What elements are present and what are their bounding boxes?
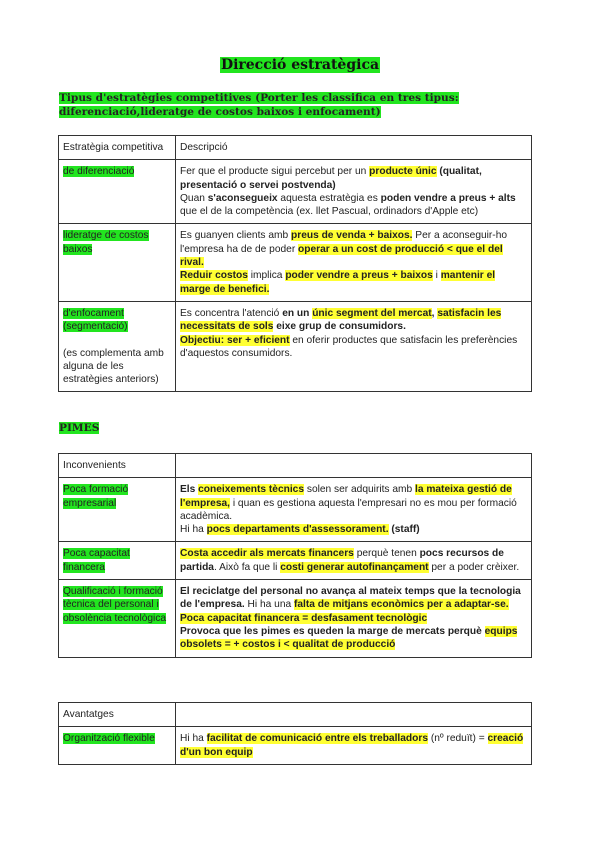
row-label: lideratge de costos baixos [63, 230, 149, 255]
bold-span: s'aconsegueix [207, 192, 278, 204]
text-span: perquè tenen [353, 548, 420, 560]
header-cell: Avantatges [59, 703, 176, 727]
row-label-cell [59, 160, 176, 224]
row-description [176, 542, 532, 580]
text-span: en oferir productes que satisfacin les preferències d'aquestos consumidors. [180, 334, 518, 359]
text-span: Quan [180, 192, 208, 204]
row-description [176, 580, 532, 657]
highlight-span: preus de venda + baixos. [291, 230, 413, 242]
highlight-span: coneixements tècnics [198, 484, 305, 496]
text-span: que el de la competència (ex. llet Pascual, ordinadors d'Apple etc) [180, 206, 479, 218]
highlight-span: Objectiu: ser + eficient [180, 334, 290, 346]
row-label: Organització flexible [63, 733, 155, 745]
table-row [59, 224, 532, 301]
table-header-row [59, 454, 532, 478]
bold-span: Provoca que les pimes es queden la marge de mercats perquè [180, 625, 485, 637]
highlight-span: falta de mitjans econòmics per a adaptar-se. [294, 599, 509, 611]
row-label-cell [59, 727, 176, 765]
page-title-text: Direcció estratègica [220, 57, 380, 73]
highlight-span: Costa accedir als mercats financers [180, 548, 354, 560]
text-span: implica [247, 270, 286, 282]
row-label-cell [59, 224, 176, 301]
bold-span: poden vendre a preus + alts [380, 192, 516, 204]
header-cell-empty [176, 454, 532, 478]
table-row [59, 542, 532, 580]
highlight-span: creació d'un bon equip [180, 733, 524, 758]
row-note: (es complementa amb alguna de les estratègies anteriors) [63, 347, 164, 386]
table-row [59, 160, 532, 224]
header-cell-empty [176, 703, 532, 727]
header-cell: Estratègia competitiva [59, 136, 176, 160]
strategies-subtitle [59, 91, 499, 119]
text-span: Hi ha [180, 524, 207, 536]
row-description [176, 301, 532, 391]
subtitle-text: Tipus d'estratègies competitives (Porter les classifica en tres tipus: diferenciació,lideratge de costos baixos i enfocament) [59, 92, 459, 118]
avantatges-table [58, 702, 532, 765]
row-description [176, 478, 532, 542]
strategies-table [58, 135, 532, 392]
highlight-span: poder vendre a preus + baixos [285, 270, 433, 282]
bold-span: (staff) [388, 524, 420, 536]
highlight-span: costi generar autofinançament [280, 561, 429, 573]
text-span: solen ser adquirits amb [304, 484, 415, 496]
header-cell: Descripció [176, 136, 532, 160]
row-label-cell [59, 580, 176, 657]
pimes-heading-text: PIMES [59, 422, 100, 434]
text-span: Es concentra l'atenció [180, 307, 283, 319]
highlight-span: equips obsolets = + costos i < qualitat de producció [180, 625, 518, 651]
table-row [59, 478, 532, 542]
row-label: d'enfocament (segmentació) [63, 307, 128, 333]
bold-span: Els [180, 484, 199, 496]
row-description [176, 224, 532, 301]
bold-span: pocs recursos de partida [180, 548, 504, 573]
table-row [59, 301, 532, 391]
table-row [59, 727, 532, 765]
highlight-span: la mateixa gestió de l'empresa, [180, 484, 512, 509]
inconvenients-table [58, 453, 532, 658]
table-header-row [59, 703, 532, 727]
row-label-cell [59, 478, 176, 542]
text-span: Hi ha una [244, 599, 294, 611]
text-span: i [432, 270, 441, 282]
text-span: . Això fa que li [213, 561, 281, 573]
row-label: de diferenciació [63, 166, 135, 178]
highlight-span: producte únic [369, 166, 437, 178]
row-label: Poca formació empresarial [63, 484, 129, 509]
text-span: Hi ha [180, 733, 207, 745]
highlight-span: satisfacin les necessitats de sols [180, 307, 502, 333]
bold-span: El reciclatge del personal no avança al mateix temps que la tecnologia de l'empresa. [180, 586, 521, 611]
highlight-span: pocs departaments d'assessorament. [206, 524, 389, 536]
text-span: Per a aconseguir-ho l'empresa ha de de poder [180, 230, 508, 255]
text-span: aquesta estratègia es [277, 192, 381, 204]
text-span: Fer que el producte sigui percebut per un [180, 166, 370, 178]
row-label-cell [59, 542, 176, 580]
row-description [176, 160, 532, 224]
highlight-span: únic segment del mercat [312, 307, 432, 319]
text-span: (nº reduït) = [428, 733, 488, 745]
bold-span: en un [282, 307, 313, 319]
bold-span: eixe grup de consumidors. [273, 321, 406, 333]
highlight-span: mantenir el marge de benefici. [180, 270, 496, 295]
page-title [0, 57, 600, 73]
bold-span: , [431, 307, 438, 319]
table-header-row [59, 136, 532, 160]
row-label: Qualificació i formació tècnica del personal i obsolència tecnològica [63, 586, 167, 624]
row-label-cell [59, 301, 176, 391]
highlight-span: facilitat de comunicació entre els treballadors [206, 733, 428, 745]
row-description [176, 727, 532, 765]
table-row [59, 580, 532, 657]
text-span: i quan es gestiona aquesta l'empresari no es mou per formació acadèmica. [180, 497, 517, 522]
highlight-span: Reduir costos [180, 270, 248, 282]
text-span: per a poder crèixer. [428, 561, 520, 573]
highlight-span: Poca capacitat financera = desfasament tecnològic [180, 612, 428, 624]
row-label: Poca capacitat financera [63, 548, 130, 573]
pimes-heading [59, 422, 99, 434]
header-cell: Inconvenients [59, 454, 176, 478]
bold-span: (qualitat, presentació o servei postvenda) [180, 166, 482, 191]
text-span: Es guanyen clients amb [180, 230, 291, 242]
highlight-span: operar a un cost de producció < que el del rival. [180, 243, 503, 269]
